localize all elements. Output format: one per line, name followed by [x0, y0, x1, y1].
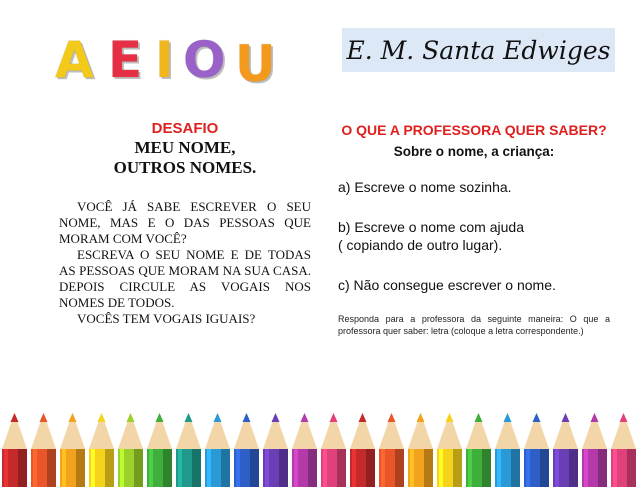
logo-letter-u: U [235, 35, 276, 93]
option-a: a) Escreve o nome sozinha. [338, 179, 512, 195]
challenge-heading: DESAFIO [151, 120, 219, 137]
challenge-paragraph-2: ESCREVA O SEU NOME E DE TODAS AS PESSOAS QUE MORAM NA SUA CASA. DEPOIS CIRCULE AS VOGAIS NOS NOMES DE TODOS. [59, 247, 311, 310]
assessment-title: O QUE A PROFESSORA QUER SABER? [341, 122, 607, 138]
pencil [611, 413, 636, 487]
assessment-section [338, 122, 610, 346]
pencil [524, 413, 549, 487]
pencil [437, 413, 462, 487]
pencil [234, 413, 259, 487]
colored-pencils-border [0, 405, 639, 487]
school-title: E. M. Santa Edwiges [346, 35, 611, 65]
option-c: c) Não consegue escrever o nome. [338, 277, 556, 293]
logo-letter-i: I [155, 31, 174, 89]
option-b-line1: b) Escreve o nome com ajuda [338, 219, 524, 235]
aeiou-logo [55, 30, 290, 93]
pencil [205, 413, 230, 487]
assessment-subtitle: Sobre o nome, a criança: [393, 144, 555, 159]
pencil [292, 413, 317, 487]
logo-letter-a: A [55, 31, 94, 89]
pencil [495, 413, 520, 487]
logo-letter-e: E [108, 31, 143, 89]
pencil [321, 413, 346, 487]
option-b-line2: ( copiando de outro lugar). [338, 237, 503, 253]
pencil [263, 413, 288, 487]
challenge-subtitle-line1: MEU NOME, [134, 138, 236, 157]
pencil [408, 413, 433, 487]
challenge-body [59, 199, 311, 327]
logo-letter-o: O [183, 31, 226, 89]
pencil [176, 413, 201, 487]
answer-instruction: Responda para a professora da seguinte maneira: O que a professora quer saber: letra (coloque a letra correspondente.) [338, 314, 610, 336]
challenge-paragraph-1: VOCÊ JÁ SABE ESCREVER O SEU NOME, MAS E O DAS PESSOAS QUE MORAM COM VOCÊ? [59, 199, 311, 246]
pencil [350, 413, 375, 487]
challenge-section [59, 120, 311, 327]
pencil [466, 413, 491, 487]
pencil [2, 413, 27, 487]
pencil [379, 413, 404, 487]
pencil [60, 413, 85, 487]
pencil [118, 413, 143, 487]
school-title-box [342, 28, 615, 72]
pencil [31, 413, 56, 487]
pencil [553, 413, 578, 487]
pencil [147, 413, 172, 487]
challenge-subtitle-line2: OUTROS NOMES. [113, 158, 257, 177]
challenge-paragraph-3: VOCÊS TEM VOGAIS IGUAIS? [77, 311, 256, 326]
pencil [89, 413, 114, 487]
pencil [582, 413, 607, 487]
